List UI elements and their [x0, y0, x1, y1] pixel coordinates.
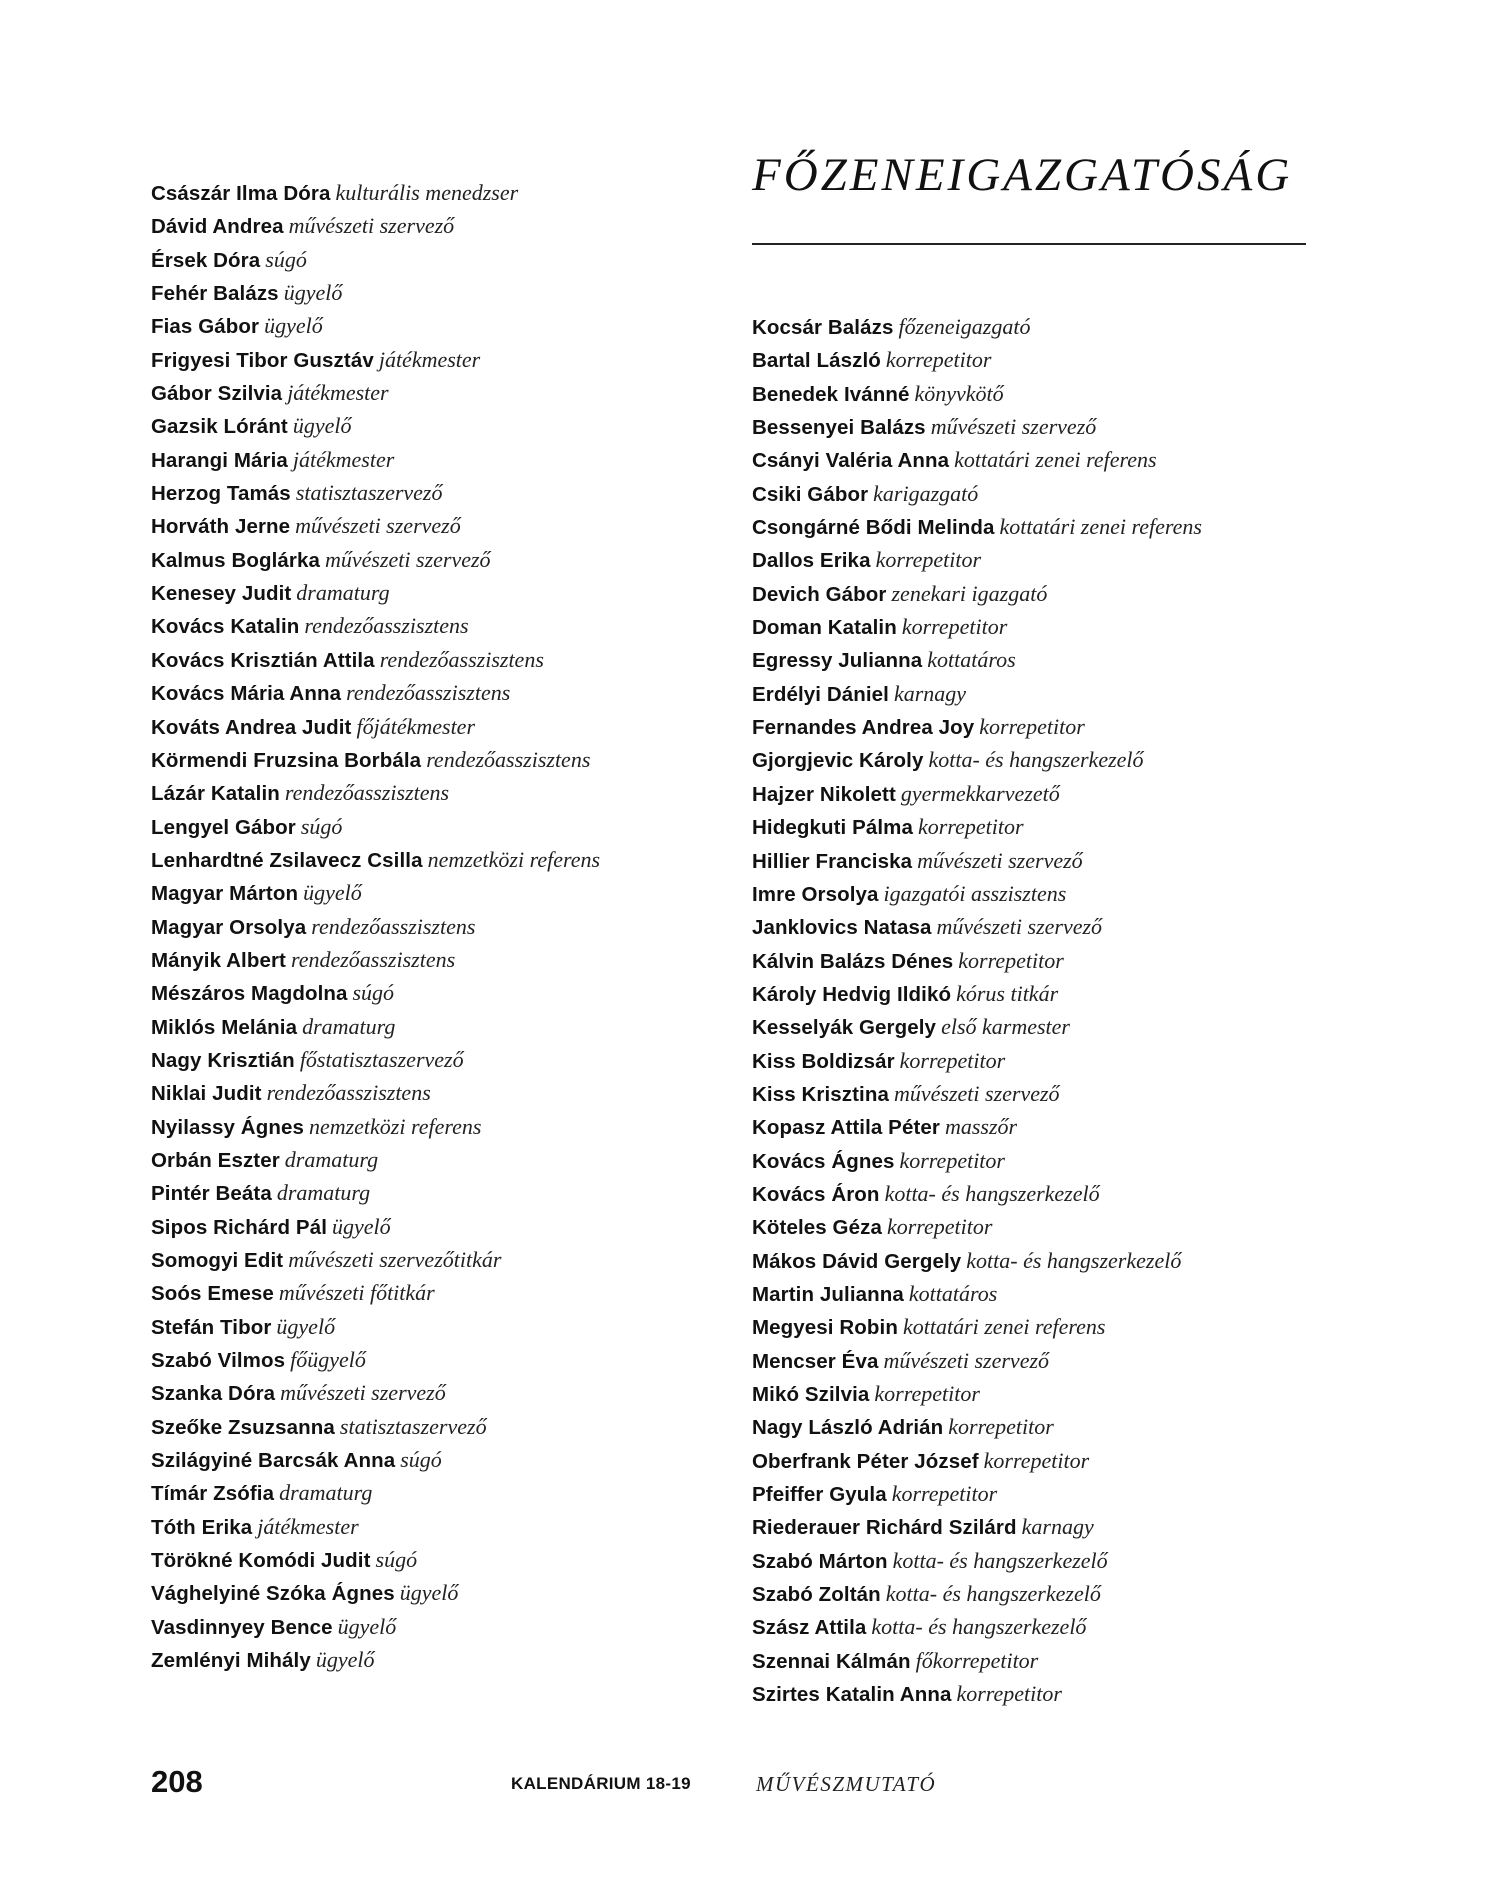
publication-name: KALENDÁRIUM 18-19 — [511, 1774, 691, 1793]
person-name: Harangi Mária — [151, 448, 288, 472]
list-item — [151, 1576, 711, 1609]
list-item — [151, 1376, 711, 1409]
person-name: Kovács Katalin — [151, 615, 300, 639]
list-item — [752, 1077, 1352, 1110]
person-name: Kesselyák Gergely — [752, 1016, 937, 1040]
person-name: Fehér Balázs — [151, 282, 279, 306]
person-role: játékmester — [257, 1513, 359, 1539]
title-divider — [752, 243, 1306, 245]
person-name: Egressy Julianna — [752, 649, 923, 673]
person-role: játékmester — [287, 380, 389, 406]
list-item — [151, 609, 711, 642]
person-name: Tóth Erika — [151, 1515, 253, 1539]
person-name: Mészáros Magdolna — [151, 982, 348, 1006]
person-role: dramaturg — [279, 1480, 373, 1506]
list-item — [752, 877, 1352, 910]
list-item — [752, 1577, 1352, 1610]
person-role: korrepetitor — [983, 1447, 1090, 1473]
person-name: Csongárné Bődi Melinda — [752, 516, 995, 540]
person-name: Szász Attila — [752, 1616, 867, 1640]
person-name: Kovács Mária Anna — [151, 682, 342, 706]
person-role: nemzetközi referens — [308, 1113, 482, 1139]
person-role: főstatisztaszervező — [299, 1046, 464, 1072]
person-role: súgó — [300, 813, 343, 839]
person-role: ügyelő — [292, 413, 352, 439]
person-role: igazgatói asszisztens — [883, 880, 1067, 906]
person-name: Károly Hedvig Ildikó — [752, 982, 952, 1006]
person-name: Oberfrank Péter József — [752, 1449, 979, 1473]
person-role: statisztaszervező — [339, 1413, 487, 1439]
person-role: művészeti szervező — [917, 847, 1083, 873]
person-name: Mányik Albert — [151, 948, 286, 972]
person-name: Mikó Szilvia — [752, 1383, 870, 1406]
person-name: Imre Orsolya — [752, 882, 879, 906]
person-name: Mencser Éva — [752, 1349, 879, 1373]
list-item — [752, 844, 1352, 877]
list-item — [752, 1677, 1352, 1710]
list-item — [151, 1443, 711, 1476]
list-item — [151, 1043, 711, 1076]
person-name: Kálvin Balázs Dénes — [752, 949, 954, 973]
list-item — [151, 1543, 711, 1576]
person-name: Devich Gábor — [752, 582, 887, 606]
list-item — [752, 1510, 1352, 1543]
person-role: kotta- és hangszerkezelő — [885, 1581, 1101, 1607]
list-item — [752, 610, 1352, 643]
person-name: Martin Julianna — [752, 1282, 904, 1306]
person-role: korrepetitor — [899, 1147, 1005, 1173]
list-item — [151, 676, 711, 709]
person-role: ügyelő — [283, 280, 343, 306]
section-title: FŐZENEIGAZGATÓSÁG — [752, 149, 1293, 201]
person-role: művészeti szervező — [280, 1380, 446, 1406]
person-name: Kopasz Attila Péter — [752, 1116, 940, 1140]
list-item — [752, 910, 1352, 943]
person-role: művészeti szervező — [893, 1080, 1060, 1106]
person-name: Pfeiffer Gyula — [752, 1483, 887, 1507]
person-name: Lengyel Gábor — [151, 815, 296, 839]
person-name: Gjorgjevic Károly — [752, 749, 924, 773]
list-item — [752, 1544, 1352, 1577]
person-role: főkorrepetitor — [915, 1647, 1039, 1673]
person-role: kulturális menedzser — [335, 180, 519, 205]
list-item — [151, 1310, 711, 1343]
person-role: ügyelő — [399, 1580, 459, 1606]
person-name: Zemlényi Mihály — [151, 1649, 311, 1673]
person-name: Bartal László — [752, 349, 881, 373]
person-role: korrepetitor — [956, 1681, 1062, 1707]
list-item — [151, 1210, 711, 1243]
person-role: művészeti szervezőtitkár — [288, 1247, 502, 1272]
person-role: dramaturg — [296, 580, 390, 606]
person-name: Kovács Áron — [752, 1182, 880, 1206]
person-role: kórus titkár — [956, 980, 1059, 1006]
person-role: súgó — [375, 1547, 418, 1573]
person-role: ügyelő — [303, 880, 362, 906]
person-name: Gazsik Lóránt — [151, 415, 288, 439]
person-name: Sipos Richárd Pál — [151, 1215, 327, 1239]
list-item — [752, 477, 1352, 510]
list-item — [151, 876, 711, 909]
person-role: főzeneigazgató — [898, 314, 1031, 339]
person-role: főügyelő — [290, 1347, 366, 1373]
person-name: Gábor Szilvia — [151, 382, 283, 406]
person-name: Hillier Franciska — [752, 849, 913, 873]
person-role: dramaturg — [276, 1180, 371, 1206]
person-name: Magyar Orsolya — [151, 915, 307, 939]
person-role: statisztaszervező — [295, 480, 443, 506]
list-item — [151, 409, 711, 442]
person-name: Nagy László Adrián — [752, 1416, 944, 1440]
person-name: Frigyesi Tibor Gusztáv — [151, 348, 374, 372]
list-item — [752, 1377, 1352, 1410]
person-name: Lázár Katalin — [151, 782, 280, 806]
list-item — [752, 743, 1352, 776]
person-role: kotta- és hangszerkezelő — [928, 747, 1144, 773]
list-item — [151, 1343, 711, 1376]
list-item — [151, 509, 711, 542]
person-role: művészeti főtitkár — [278, 1280, 435, 1306]
list-item — [151, 1076, 711, 1109]
list-item — [752, 810, 1352, 843]
list-item — [151, 1510, 711, 1543]
list-item — [752, 1110, 1352, 1143]
person-role: korrepetitor — [948, 1414, 1054, 1440]
list-item — [752, 1310, 1352, 1343]
list-item — [752, 944, 1352, 977]
person-name: Kovács Ágnes — [752, 1149, 895, 1173]
person-name: Csiki Gábor — [752, 482, 869, 506]
person-role: súgó — [400, 1447, 442, 1473]
list-item — [151, 309, 711, 342]
person-name: Kiss Boldizsár — [752, 1049, 895, 1073]
page-number: 208 — [151, 1764, 203, 1799]
person-role: zenekari igazgató — [891, 580, 1048, 606]
list-item — [752, 1610, 1352, 1643]
person-name: Vághelyiné Szóka Ágnes — [151, 1582, 395, 1606]
list-item — [752, 343, 1352, 376]
person-role: korrepetitor — [918, 814, 1024, 840]
person-name: Doman Katalin — [752, 616, 897, 640]
person-role: első karmester — [941, 1014, 1070, 1040]
person-role: korrepetitor — [979, 714, 1085, 740]
list-item — [151, 376, 711, 409]
list-item — [752, 543, 1352, 576]
person-role: művészeti szervező — [936, 914, 1103, 940]
person-name: Dallos Erika — [752, 549, 871, 573]
person-name: Miklós Melánia — [151, 1015, 298, 1039]
person-role: korrepetitor — [875, 547, 982, 573]
person-name: Tímár Zsófia — [151, 1482, 275, 1506]
person-name: Szabó Vilmos — [151, 1349, 286, 1373]
person-name: Törökné Komódi Judit — [151, 1549, 371, 1573]
left-staff-list — [151, 176, 711, 1676]
list-item — [752, 510, 1352, 543]
person-role: kottatári zenei referens — [954, 447, 1157, 473]
person-name: Szilágyiné Barcsák Anna — [151, 1449, 396, 1473]
list-item — [752, 1344, 1352, 1377]
person-name: Kováts Andrea Judit — [151, 715, 352, 739]
list-item — [151, 1110, 711, 1143]
person-role: rendezőasszisztens — [379, 646, 544, 672]
list-item — [752, 377, 1352, 410]
person-name: Riederauer Richárd Szilárd — [752, 1516, 1017, 1540]
person-name: Dávid Andrea — [151, 215, 284, 239]
person-name: Bessenyei Balázs — [752, 416, 926, 440]
person-role: rendezőasszisztens — [266, 1080, 431, 1106]
person-role: művészeti szervező — [288, 213, 455, 239]
list-item — [151, 743, 711, 776]
list-item — [752, 1044, 1352, 1077]
person-role: kotta- és hangszerkezelő — [884, 1180, 1100, 1206]
person-role: ügyelő — [276, 1313, 336, 1339]
list-item — [752, 310, 1352, 343]
person-role: karnagy — [893, 680, 967, 706]
person-role: gyermekkarvezető — [900, 780, 1060, 806]
list-item — [752, 777, 1352, 810]
person-role: művészeti szervező — [930, 414, 1097, 440]
list-item — [151, 976, 711, 1009]
list-item — [151, 643, 711, 676]
list-item — [151, 176, 711, 209]
list-item — [151, 810, 711, 843]
person-role: ügyelő — [264, 313, 323, 339]
person-name: Vasdinnyey Bence — [151, 1615, 333, 1639]
person-role: művészeti szervező — [883, 1347, 1050, 1373]
list-item — [151, 343, 711, 376]
person-role: rendezőasszisztens — [304, 613, 469, 639]
person-name: Kalmus Boglárka — [151, 548, 320, 572]
person-role: korrepetitor — [874, 1381, 980, 1406]
person-role: dramaturg — [302, 1013, 396, 1039]
person-role: főjátékmester — [356, 713, 476, 739]
person-role: könyvkötő — [914, 380, 1004, 406]
person-role: ügyelő — [337, 1613, 397, 1639]
person-name: Niklai Judit — [151, 1082, 262, 1106]
person-name: Stefán Tibor — [151, 1315, 272, 1339]
person-name: Lenhardtné Zsilavecz Csilla — [151, 848, 423, 872]
person-name: Mákos Dávid Gergely — [752, 1249, 962, 1273]
list-item — [752, 1410, 1352, 1443]
list-item — [752, 1010, 1352, 1043]
person-role: kotta- és hangszerkezelő — [966, 1247, 1182, 1273]
person-role: korrepetitor — [958, 947, 1064, 973]
person-name: Szanka Dóra — [151, 1382, 276, 1406]
person-role: rendezőasszisztens — [290, 946, 456, 972]
person-role: ügyelő — [332, 1213, 391, 1239]
list-item — [752, 1144, 1352, 1177]
list-item — [151, 443, 711, 476]
person-role: súgó — [352, 980, 395, 1006]
list-item — [151, 1643, 711, 1676]
list-item — [151, 1176, 711, 1209]
person-role: rendezőasszisztens — [426, 746, 591, 772]
person-role: kotta- és hangszerkezelő — [871, 1614, 1087, 1640]
person-role: korrepetitor — [885, 347, 992, 373]
person-name: Soós Emese — [151, 1282, 274, 1306]
list-item — [151, 843, 711, 876]
list-item — [151, 910, 711, 943]
person-role: művészeti szervező — [324, 546, 491, 572]
person-role: masszőr — [944, 1114, 1018, 1140]
person-role: korrepetitor — [899, 1047, 1006, 1073]
list-item — [752, 643, 1352, 676]
list-item — [151, 1276, 711, 1309]
list-item — [752, 677, 1352, 710]
list-item — [151, 1410, 711, 1443]
list-item — [151, 543, 711, 576]
person-name: Pintér Beáta — [151, 1182, 272, 1206]
list-item — [151, 776, 711, 809]
person-role: korrepetitor — [901, 614, 1008, 640]
person-name: Körmendi Fruzsina Borbála — [151, 748, 422, 772]
list-item — [151, 209, 711, 242]
person-role: karigazgató — [873, 480, 979, 506]
person-name: Orbán Eszter — [151, 1148, 280, 1172]
person-role: ügyelő — [315, 1647, 375, 1673]
list-item — [151, 476, 711, 509]
person-name: Fernandes Andrea Joy — [752, 716, 975, 740]
list-item — [752, 977, 1352, 1010]
person-role: karnagy — [1021, 1514, 1094, 1540]
list-item — [752, 1177, 1352, 1210]
list-item — [151, 710, 711, 743]
person-name: Erdélyi Dániel — [752, 682, 889, 706]
person-name: Horváth Jerne — [151, 515, 291, 539]
list-item — [151, 1143, 711, 1176]
person-name: Szennai Kálmán — [752, 1649, 911, 1673]
list-item — [151, 1010, 711, 1043]
person-name: Nyilassy Ágnes — [151, 1115, 304, 1139]
person-role: rendezőasszisztens — [346, 680, 511, 706]
footer-section-name: MŰVÉSZMUTATÓ — [756, 1772, 937, 1796]
person-role: korrepetitor — [886, 1214, 993, 1240]
person-role: kottatáros — [908, 1280, 998, 1306]
section-staff-list — [752, 310, 1352, 1710]
person-name: Magyar Márton — [151, 882, 299, 906]
person-name: Hajzer Nikolett — [752, 782, 896, 806]
list-item — [752, 1444, 1352, 1477]
list-item — [752, 410, 1352, 443]
person-name: Kenesey Judit — [151, 582, 292, 606]
person-name: Hidegkuti Pálma — [752, 816, 913, 840]
list-item — [151, 243, 711, 276]
list-item — [752, 443, 1352, 476]
person-role: rendezőasszisztens — [311, 913, 476, 939]
list-item — [752, 1477, 1352, 1510]
list-item — [151, 943, 711, 976]
person-name: Somogyi Edit — [151, 1249, 284, 1272]
list-item — [151, 1476, 711, 1509]
person-name: Érsek Dóra — [151, 248, 261, 272]
person-name: Köteles Géza — [752, 1216, 882, 1240]
person-role: kottatáros — [927, 647, 1016, 673]
person-name: Császár Ilma Dóra — [151, 182, 331, 205]
person-role: dramaturg — [284, 1146, 379, 1172]
person-name: Megyesi Robin — [752, 1316, 898, 1340]
person-role: művészeti szervező — [295, 513, 461, 539]
person-role: játékmester — [378, 346, 481, 372]
person-role: játékmester — [292, 446, 395, 472]
person-role: korrepetitor — [891, 1481, 998, 1507]
person-name: Szabó Zoltán — [752, 1583, 881, 1607]
person-name: Nagy Krisztián — [151, 1048, 295, 1072]
person-role: kottatári zenei referens — [999, 514, 1202, 540]
person-role: kottatári zenei referens — [902, 1314, 1106, 1340]
person-name: Kovács Krisztián Attila — [151, 648, 375, 672]
person-name: Fias Gábor — [151, 315, 260, 339]
list-item — [752, 710, 1352, 743]
person-role: súgó — [265, 246, 307, 272]
person-name: Benedek Ivánné — [752, 382, 910, 406]
person-name: Csányi Valéria Anna — [752, 449, 950, 473]
person-name: Kiss Krisztina — [752, 1082, 889, 1106]
person-role: rendezőasszisztens — [284, 780, 450, 806]
list-item — [752, 1244, 1352, 1277]
person-name: Szirtes Katalin Anna — [752, 1683, 952, 1707]
person-name: Szeőke Zsuzsanna — [151, 1415, 335, 1439]
list-item — [752, 1277, 1352, 1310]
list-item — [151, 1610, 711, 1643]
person-name: Janklovics Natasa — [752, 916, 932, 940]
list-item — [151, 1243, 711, 1276]
list-item — [752, 1210, 1352, 1243]
list-item — [752, 577, 1352, 610]
person-role: nemzetközi referens — [427, 846, 601, 872]
person-name: Kocsár Balázs — [752, 316, 894, 339]
person-name: Herzog Tamás — [151, 482, 291, 506]
person-name: Szabó Márton — [752, 1549, 888, 1573]
person-role: kotta- és hangszerkezelő — [892, 1547, 1108, 1573]
list-item — [151, 576, 711, 609]
list-item — [151, 276, 711, 309]
list-item — [752, 1644, 1352, 1677]
